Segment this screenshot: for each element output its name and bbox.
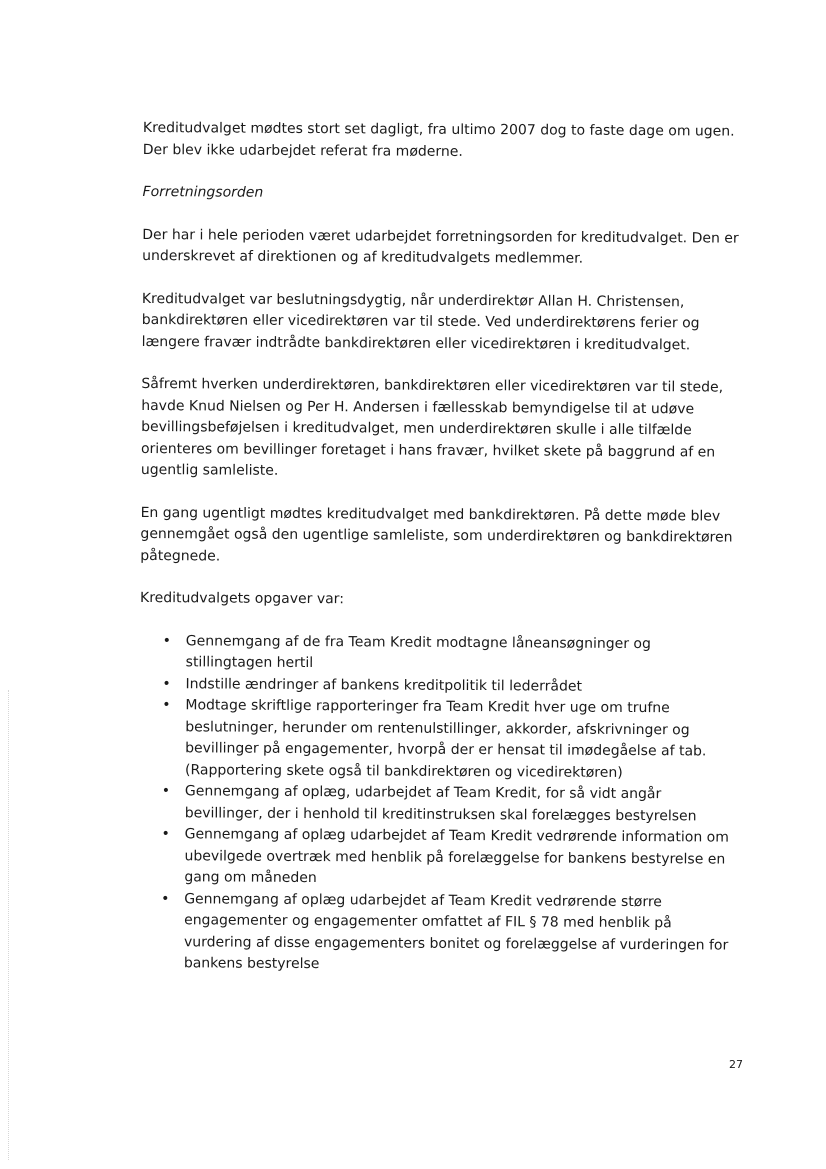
list-item-text: Gennemgang af oplæg, udarbejdet af Team Kredit, for så vidt angår bevillinger, der i henhold til kreditinstruksen skal forelægges bestyrelsen — [184, 783, 697, 824]
scan-margin-artifact — [8, 690, 10, 1160]
paragraph-quorum: Kreditudvalget var beslutningsdygtig, når underdirektør Allan H. Christensen, bankdirektøren eller vicedirektøren var til stede. Ved underdirektørens ferier og længere fravær indtrådte bankdirektøren eller vicedirektøren i kreditudvalget. — [141, 290, 700, 353]
list-item — [138, 824, 738, 892]
task-list — [138, 630, 740, 978]
list-item-text: Gennemgang af oplæg udarbejdet af Team Kredit vedrørende information om ubevilgede overtræk med henblik på forelæggelse for bankens bestyrelse en gang om måneden — [184, 826, 729, 887]
section-heading-forretningsorden: Forretningsorden — [142, 183, 264, 201]
paragraph-meeting-frequency: Kreditudvalget mødtes stort set dagligt, fra ultimo 2007 dog to faste dage om ugen. Der blev ikke udarbejdet referat fra møderne. — [142, 119, 735, 160]
list-item — [139, 781, 739, 828]
bullet-icon: • — [162, 632, 171, 649]
list-item-text: Modtage skriftlige rapporteringer fra Team Kredit hver uge om trufne beslutninger, herunder om rentenulstillinger, akkorder, afskrivninger og bevillinger på engagementer, hvorpå der er hensat til imødegåelse af tab. (Rapportering skete også til bankdirektøren og vicedirektøren) — [184, 697, 707, 781]
paragraph-weekly-meeting: En gang ugentligt mødtes kreditudvalget med bankdirektøren. På dette møde blev gennemgået også den ugentlige samleliste, som underdirektøren og bankdirektøren påtegnede. — [140, 504, 733, 564]
paragraph-rules-of-procedure: Der har i hele perioden været udarbejdet forretningsorden for kreditudvalget. Den er underskrevet af direktionen og af kreditudvalgets medlemmer. — [142, 226, 739, 267]
paragraph-delegation: Såfremt hverken underdirektøren, bankdirektøren eller vicedirektøren var til stede, havde Knud Nielsen og Per H. Andersen i fællesskab bemyndigelse til at udøve bevillingsbeføjelsen i kreditudvalget, men underdirektøren skulle i alle tilfælde orienteres om bevillinger foretaget i hans fravær, hvilket skete på baggrund af en ugentlig samleliste. — [140, 375, 724, 479]
bullet-icon: • — [161, 826, 170, 843]
list-item — [139, 695, 740, 785]
bullet-icon: • — [161, 783, 171, 800]
bullet-icon: • — [162, 697, 171, 714]
list-item — [140, 630, 740, 677]
page-body — [138, 118, 743, 978]
list-item-text: Gennemgang af oplæg udarbejdet af Team Kredit vedrørende større engagementer og engagementer omfattet af FIL § 78 med henblik på vurdering af disse engagementers bonitet og forelæggelse af vurderingen for bankens bestyrelse — [183, 890, 729, 973]
page-number: 27 — [729, 1058, 743, 1071]
paragraph-tasks-intro: Kreditudvalgets opgaver var: — [140, 589, 344, 608]
list-item — [138, 888, 739, 978]
bullet-icon: • — [161, 890, 170, 907]
bullet-icon: • — [162, 675, 171, 692]
list-item-text: Indstille ændringer af bankens kreditpolitik til lederrådet — [185, 675, 583, 695]
list-item-text: Gennemgang af de fra Team Kredit modtagne låneansøgninger og stillingtagen hertil — [185, 632, 651, 672]
